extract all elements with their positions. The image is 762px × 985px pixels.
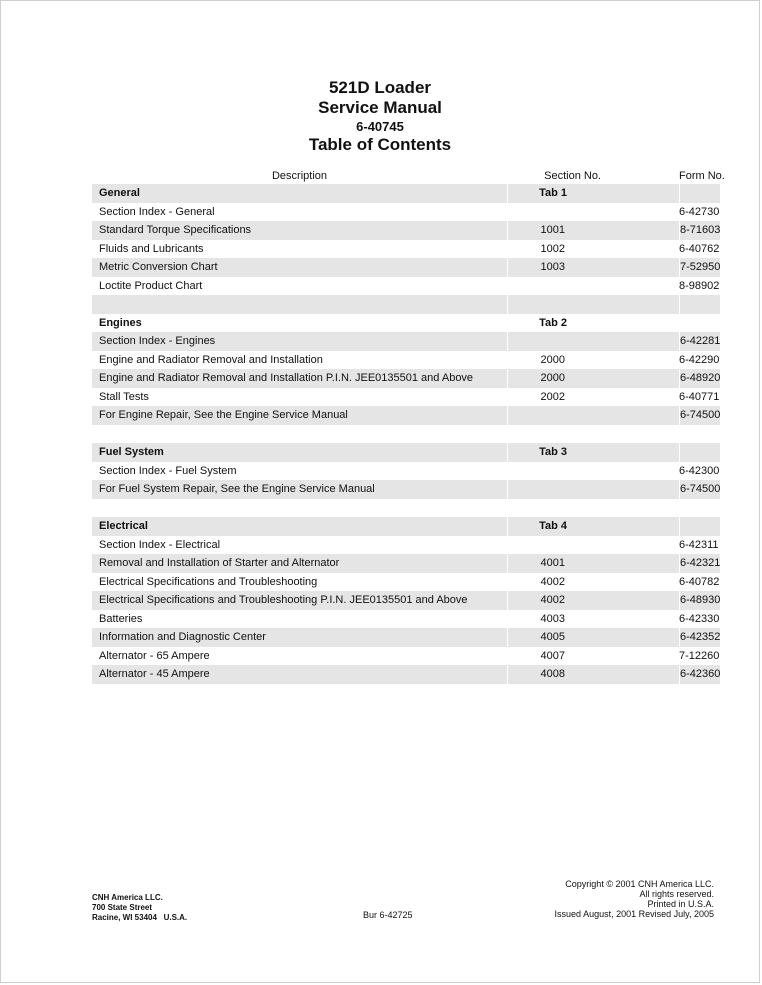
- toc-description: Batteries: [99, 612, 143, 625]
- toc-section-heading-row: [92, 314, 720, 333]
- toc-section-no: [507, 332, 679, 351]
- toc-form-no: [679, 425, 720, 444]
- toc-spacer-row: [92, 425, 720, 444]
- toc-row: [92, 536, 720, 555]
- toc-section-no: [507, 499, 679, 518]
- toc-row: [92, 258, 720, 277]
- toc-section-no: [507, 462, 679, 481]
- toc-section-heading-row: [92, 184, 720, 203]
- toc-description: [92, 499, 507, 518]
- toc-section-no: 1002: [540, 242, 565, 255]
- toc-form-no: [679, 443, 720, 462]
- toc-description: Stall Tests: [99, 390, 149, 403]
- company-name: CNH America LLC.: [92, 893, 163, 902]
- toc-form-no: 6-42321: [679, 554, 720, 573]
- toc-section-no: [507, 203, 679, 222]
- toc-form-no: 6-48920: [679, 369, 720, 388]
- header-description: Description: [92, 167, 507, 184]
- toc-description: Electrical Specifications and Troubleshooting: [99, 575, 318, 588]
- toc-description: Section Index - General: [99, 205, 215, 218]
- toc-section-no: Tab 2: [539, 316, 567, 329]
- toc-description: Removal and Installation of Starter and Alternator: [92, 554, 507, 573]
- toc-description: [92, 295, 507, 314]
- toc-description: Alternator - 65 Ampere: [99, 649, 210, 662]
- toc-row: [92, 665, 720, 684]
- toc-row: [92, 610, 720, 629]
- toc-form-no: 6-42352: [679, 628, 720, 647]
- toc-row: [92, 462, 720, 481]
- toc-form-no: 6-74500: [679, 406, 720, 425]
- toc-description: Engine and Radiator Removal and Installation: [99, 353, 323, 366]
- toc-row: [92, 240, 720, 259]
- toc-header-row: [92, 167, 720, 184]
- toc-description: Electrical: [92, 517, 507, 536]
- company-city: Racine, WI 53404 U.S.A.: [92, 913, 188, 922]
- toc-row: [92, 369, 720, 388]
- toc-description: Electrical Specifications and Troubleshooting P.I.N. JEE0135501 and Above: [92, 591, 507, 610]
- toc-form-no: 6-74500: [679, 480, 720, 499]
- header-form-no: Form No.: [679, 167, 720, 184]
- toc-description: General: [92, 184, 507, 203]
- toc-section-heading-row: [92, 517, 720, 536]
- toc-row: [92, 221, 720, 240]
- toc-form-no: [679, 314, 720, 333]
- toc-row: [92, 332, 720, 351]
- toc-body: [92, 184, 720, 684]
- manual-form-number: 6-40745: [356, 119, 404, 134]
- toc-section-no: 4001: [507, 554, 679, 573]
- toc-form-no: 6-40762: [679, 242, 720, 255]
- toc-form-no: 8-98902: [679, 279, 720, 292]
- toc-description: Alternator - 45 Ampere: [92, 665, 507, 684]
- toc-form-no: 8-71603: [679, 221, 720, 240]
- toc-row: [92, 573, 720, 592]
- toc-section-no: [507, 406, 679, 425]
- toc-section-no: [507, 536, 679, 555]
- toc-row: [92, 277, 720, 296]
- bur-number: Bur 6-42725: [363, 910, 413, 920]
- toc-description: Section Index - Engines: [92, 332, 507, 351]
- toc-description: Section Index - Fuel System: [99, 464, 237, 477]
- toc-section-no: [507, 277, 679, 296]
- toc-form-no: 6-42281: [679, 332, 720, 351]
- toc-description: For Fuel System Repair, See the Engine Service Manual: [92, 480, 507, 499]
- toc-row: [92, 203, 720, 222]
- toc-form-no: 6-40782: [679, 575, 720, 588]
- toc-form-no: 7-52950: [679, 258, 720, 277]
- toc-form-no: 6-40771: [679, 390, 720, 403]
- toc-form-no: 6-42330: [679, 612, 720, 625]
- toc-description: Fuel System: [92, 443, 507, 462]
- toc-section-no: 4005: [507, 628, 679, 647]
- toc-row: [92, 628, 720, 647]
- toc-description: Section Index - Electrical: [99, 538, 221, 551]
- toc-form-no: 6-42730: [679, 205, 720, 218]
- company-address: [92, 893, 187, 923]
- manual-title: Service Manual: [318, 98, 442, 117]
- company-street: 700 State Street: [92, 903, 153, 912]
- copyright-line: Copyright © 2001 CNH America LLC.: [565, 879, 714, 889]
- printed-line: Printed in U.S.A.: [647, 899, 714, 909]
- toc-form-no: [679, 184, 720, 203]
- toc-section-no: [507, 480, 679, 499]
- toc-section-no: 1003: [507, 258, 679, 277]
- toc-description: Information and Diagnostic Center: [92, 628, 507, 647]
- toc-description: Engines: [99, 316, 142, 329]
- toc-section-no: 4002: [540, 575, 565, 588]
- toc-section-no: 4002: [507, 591, 679, 610]
- toc-form-no: 6-42311: [679, 538, 719, 551]
- toc-description: Fluids and Lubricants: [99, 242, 204, 255]
- toc-table: [92, 167, 725, 684]
- toc-description: Metric Conversion Chart: [92, 258, 507, 277]
- toc-description: Loctite Product Chart: [99, 279, 203, 292]
- toc-form-no: [679, 295, 720, 314]
- header-section-no: Section No.: [507, 167, 679, 184]
- rights-line: All rights reserved.: [639, 889, 714, 899]
- toc-section-no: Tab 1: [507, 184, 679, 203]
- toc-description: [92, 425, 507, 444]
- toc-spacer-row: [92, 295, 720, 314]
- toc-section-no: 2000: [507, 369, 679, 388]
- toc-form-no: [679, 517, 720, 536]
- toc-title: Table of Contents: [308, 135, 452, 154]
- toc-description: For Engine Repair, See the Engine Service Manual: [92, 406, 507, 425]
- toc-form-no: 7-12260: [679, 649, 720, 662]
- toc-section-no: 4007: [540, 649, 565, 662]
- toc-description: Standard Torque Specifications: [92, 221, 507, 240]
- toc-section-no: [507, 425, 679, 444]
- toc-section-no: 4003: [540, 612, 565, 625]
- toc-row: [92, 480, 720, 499]
- toc-section-no: 2002: [540, 390, 565, 403]
- product-title: 521D Loader: [328, 78, 432, 97]
- toc-form-no: 6-42300: [679, 464, 720, 477]
- issued-line: Issued August, 2001 Revised July, 2005: [554, 909, 714, 919]
- toc-section-no: 2000: [540, 353, 565, 366]
- toc-form-no: 6-42290: [679, 353, 720, 366]
- toc-section-heading-row: [92, 443, 720, 462]
- toc-form-no: 6-48930: [679, 591, 720, 610]
- toc-form-no: [679, 499, 720, 518]
- toc-row: [92, 591, 720, 610]
- toc-row: [92, 351, 720, 370]
- toc-form-no: 6-42360: [679, 665, 720, 684]
- toc-section-no: [507, 295, 679, 314]
- toc-row: [92, 388, 720, 407]
- toc-section-no: Tab 4: [507, 517, 679, 536]
- toc-section-no: Tab 3: [507, 443, 679, 462]
- toc-row: [92, 554, 720, 573]
- toc-section-no: 1001: [507, 221, 679, 240]
- toc-description: Engine and Radiator Removal and Installation P.I.N. JEE0135501 and Above: [92, 369, 507, 388]
- copyright-block: [555, 879, 714, 919]
- toc-section-no: 4008: [507, 665, 679, 684]
- toc-row: [92, 406, 720, 425]
- toc-spacer-row: [92, 499, 720, 518]
- toc-row: [92, 647, 720, 666]
